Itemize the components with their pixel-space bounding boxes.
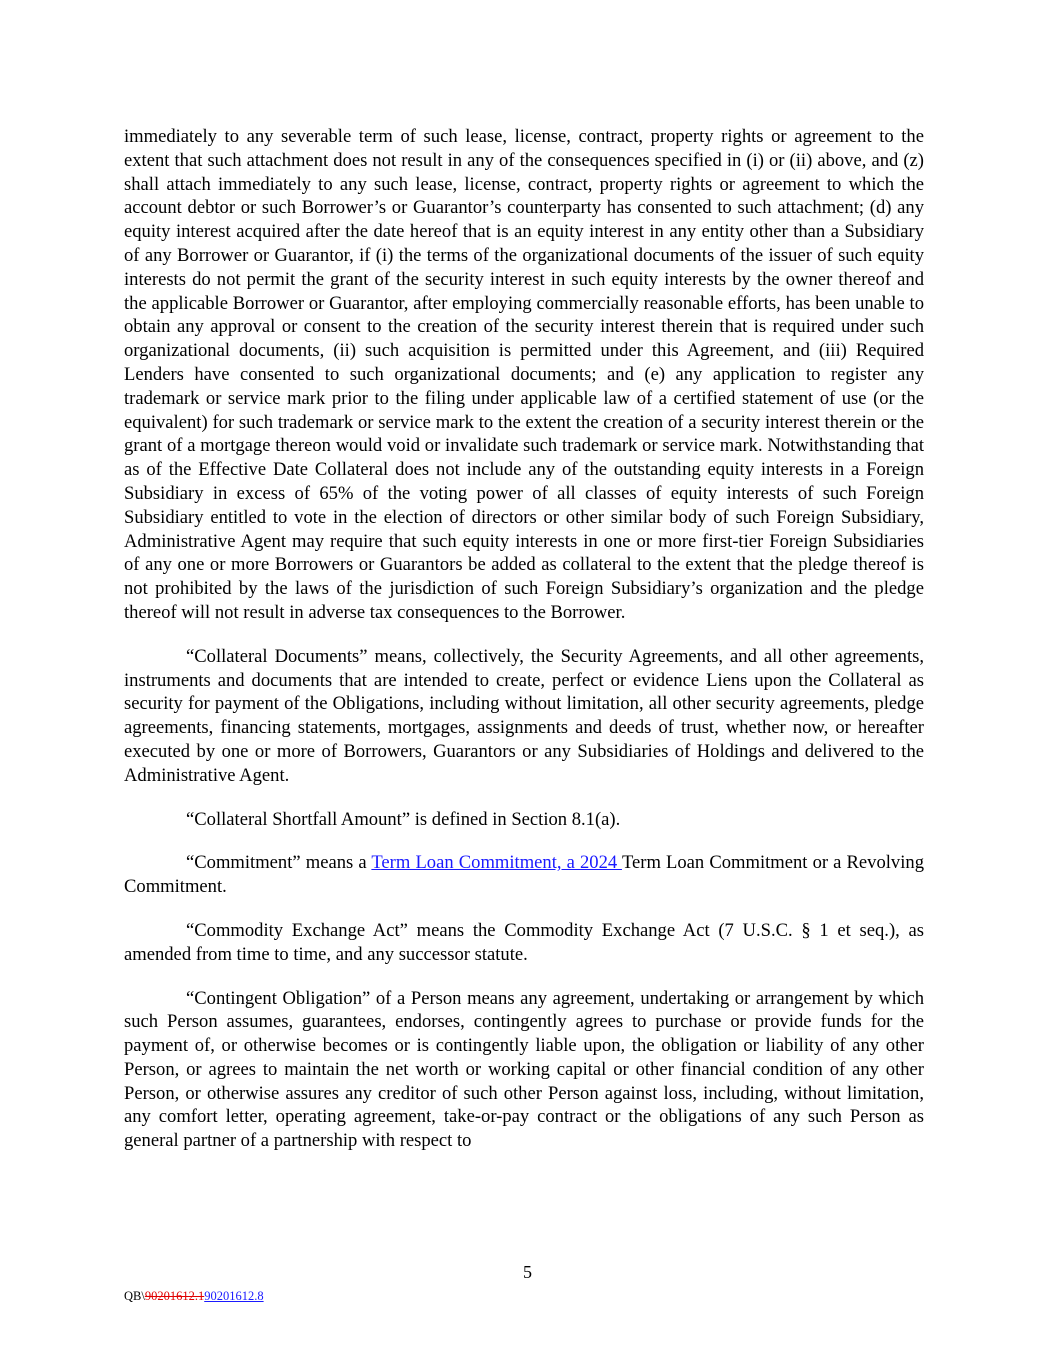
paragraph-commodity-exchange-act: “Commodity Exchange Act” means the Commodity Exchange Act (7 U.S.C. § 1 et seq.), as amended from time to time, and any successor statute.	[124, 919, 924, 965]
paragraph-commitment	[124, 851, 924, 899]
document-body	[124, 125, 924, 1173]
page-number: 5	[523, 1262, 532, 1282]
paragraph-collateral-documents: “Collateral Documents” means, collectively, the Security Agreements, and all other agreements, instruments and documents that are intended to create, perfect or evidence Liens upon the Collateral as security for payment of the Obligations, including without limitation, all other security agreements, pledge agreements, financing statements, mortgages, assignments and deeds of trust, whether now, or hereafter executed by one or more of Borrowers, Guarantors or any Subsidiaries of Holdings and delivered to the Administrative Agent.	[124, 645, 924, 786]
paragraph-contingent-obligation: “Contingent Obligation” of a Person means any agreement, undertaking or arrangement by which such Person assumes, guarantees, endorses, contingently agrees to purchase or provide funds for the payment of, or otherwise becomes or is contingently liable upon, the obligation or liability of any other Person, or agrees to maintain the net worth or working capital or other financial condition of any other Person, or otherwise assures any creditor of such other Person against loss, including, without limitation, any comfort letter, operating agreement, take-or-pay contract or the obligations of any such Person as general partner of a partnership with respect to	[124, 987, 924, 1152]
commitment-text-after: Term Loan Commitment or a Revolving Commitment.	[124, 852, 924, 898]
doc-id-deleted: 90201612.1	[144, 1289, 205, 1303]
commitment-text-before: “Commitment” means a	[186, 852, 372, 874]
doc-id-inserted[interactable]: 90201612.8	[204, 1289, 264, 1303]
paragraph-collateral-shortfall-amount: “Collateral Shortfall Amount” is defined in Section 8.1(a).	[186, 808, 621, 830]
doc-id-prefix: QB\	[124, 1289, 145, 1303]
paragraph-collateral-continuation: immediately to any severable term of such lease, license, contract, property rights or agreement to the extent that such attachment does not result in any of the consequences specified in (i) or (ii) above, and (z) shall attach immediately to any such lease, license, contract, property rights or agreement to which the account debtor or such Borrower’s or Guarantor’s counterparty has consented to such attachment; (d) any equity interest acquired after the date hereof that is an equity interest in any entity other than a Subsidiary of any Borrower or Guarantor, if (i) the terms of the organizational documents of the issuer of such equity interests do not permit the grant of the security interest in such equity interests by the owner thereof and the applicable Borrower or Guarantor, after employing commercially reasonable efforts, has been unable to obtain any approval or consent to the creation of the security interest therein that is required under such organizational documents, (ii) such acquisition is permitted under this Agreement, and (iii) Required Lenders have consented to such organizational documents; and (e) any application to register any trademark or service mark prior to the filing under applicable law of a certified statement of use (or the equivalent) for such trademark or service mark to the extent the creation of a security interest therein or the grant of a mortgage thereon would void or invalidate such trademark or service mark. Notwithstanding that as of the Effective Date Collateral does not include any of the outstanding equity interests in a Foreign Subsidiary in excess of 65% of the voting power of all classes of equity interests of such Foreign Subsidiary entitled to vote in the election of directors or other similar body of such Foreign Subsidiary, Administrative Agent may require that such equity interests in one or more first-tier Foreign Subsidiaries of any one or more Borrowers or Guarantors be added as collateral to the extent that the pledge thereof is not prohibited by the laws of the jurisdiction of such Foreign Subsidiary’s organization and the pledge thereof will not result in adverse tax consequences to the Borrower.	[124, 126, 924, 623]
document-id	[124, 1289, 264, 1304]
commitment-inserted-link[interactable]: Term Loan Commitment, a 2024	[371, 852, 622, 874]
